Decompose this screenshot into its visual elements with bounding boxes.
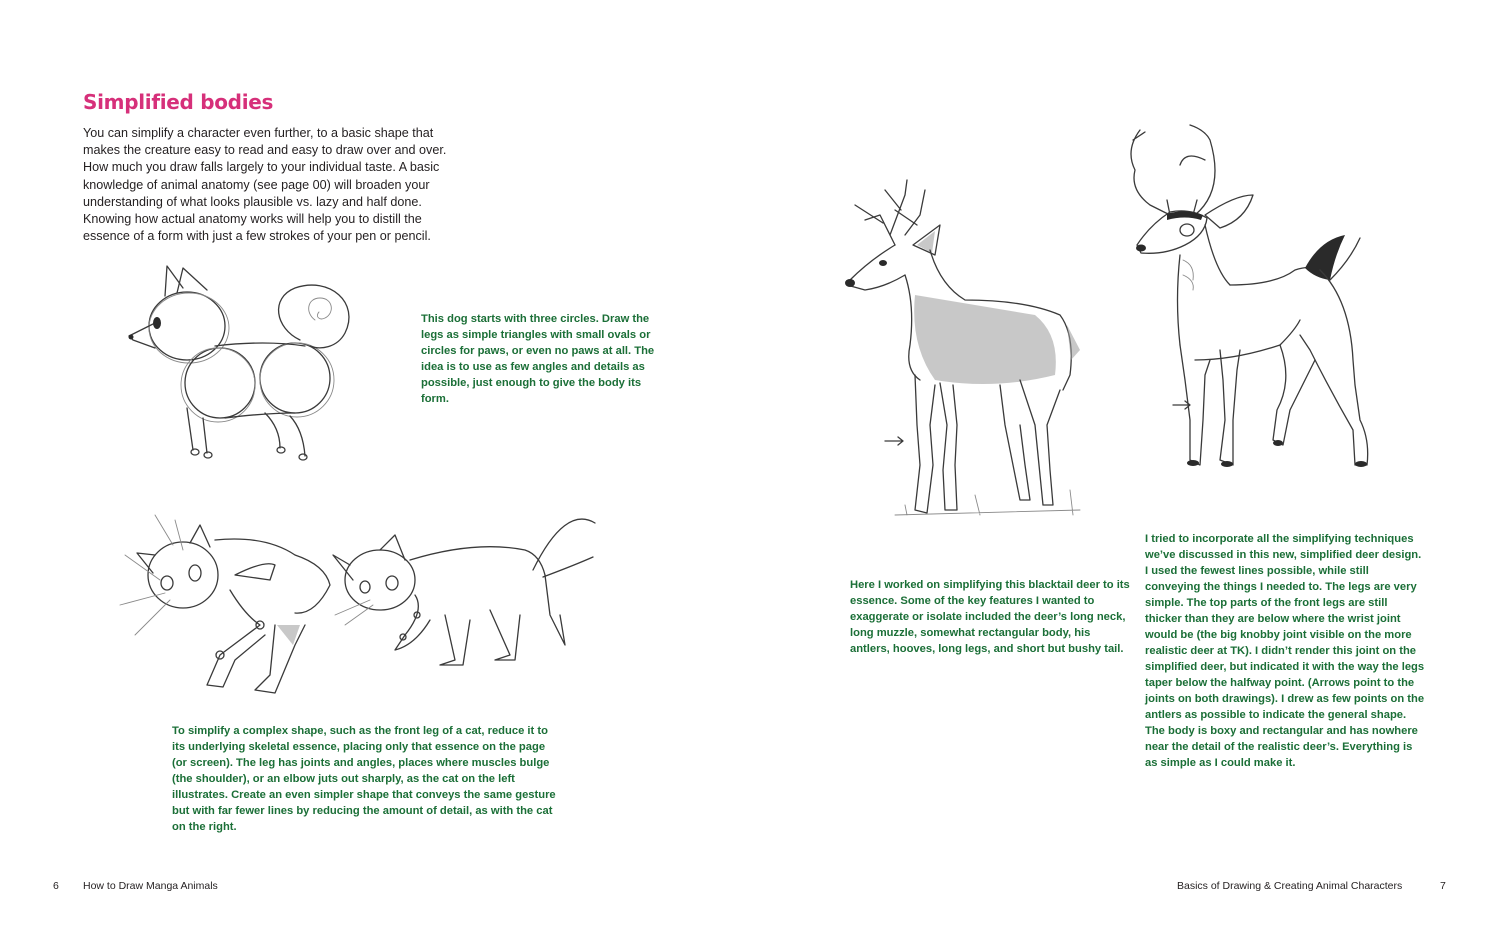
realistic-deer-illustration-icon <box>835 175 1105 525</box>
page-number-right: 7 <box>1440 880 1446 892</box>
simplified-deer-illustration-icon <box>1105 120 1400 475</box>
simplified-deer-sketch <box>1105 120 1400 475</box>
realistic-deer-sketch <box>835 175 1105 525</box>
cats-sketch <box>95 495 605 705</box>
cats-caption: To simplify a complex shape, such as the front leg of a cat, reduce it to its underlying skeletal essence, placing only that essence on the page (or screen). The leg has joints and angles, places where muscles bulge (the shoulder), or an elbow juts out sharply, as the cat on the left illustrates. Create an even simpler shape that conveys the same gesture but with far fewer lines by reducing the amount of detail, as with the cat on the right. <box>172 725 556 833</box>
dog-sketch <box>115 258 360 463</box>
simplified-deer-caption: I tried to incorporate all the simplifying techniques we’ve discussed in this new, simplified deer design. I used the fewest lines possible, while still conveying the things I needed to. The legs are very simple. The top parts of the front legs are still thicker than they are below where the wrist joint would be (the big knobby joint visible on the more realistic deer at TK). I didn’t render this joint on the simplified deer, but indicated it with the way the legs taper below the halfway point. (Arrows point to the joints on both drawings). I drew as few points on the antlers as possible to indicate the general shape. The body is boxy and rectangular and has nowhere near the detail of the realistic deer’s. Everything is as simple as I could make it. <box>1145 533 1425 769</box>
running-title-left: How to Draw Manga Animals <box>83 880 218 892</box>
cats-illustration-icon <box>95 495 605 705</box>
realistic-deer-caption: Here I worked on simplifying this blacktail deer to its essence. Some of the key features I wanted to exaggerate or isolate included the deer’s long neck, long muzzle, somewhat rectangular body, his antlers, hooves, long legs, and short but bushy tail. <box>850 579 1130 655</box>
dog-caption: This dog starts with three circles. Draw the legs as simple triangles with small ovals or circles for paws, or even no paws at all. The idea is to use as few angles and details as possible, just enough to give the body its form. <box>421 313 655 405</box>
intro-paragraph: You can simplify a character even further, to a basic shape that makes the creature easy to read and easy to draw over and over. How much you draw falls largely to your individual taste. A basic knowledge of animal anatomy (see page 00) will broaden your understanding of what looks plausible vs. lazy and half done. Knowing how actual anatomy works will help you to distill the essence of a form with just a few strokes of your pen or pencil. <box>83 126 447 244</box>
section-heading: Simplified bodies <box>83 90 274 114</box>
running-title-right: Basics of Drawing & Creating Animal Characters <box>1177 880 1403 892</box>
dog-illustration-icon <box>115 258 360 463</box>
page-number-left: 6 <box>53 880 59 892</box>
